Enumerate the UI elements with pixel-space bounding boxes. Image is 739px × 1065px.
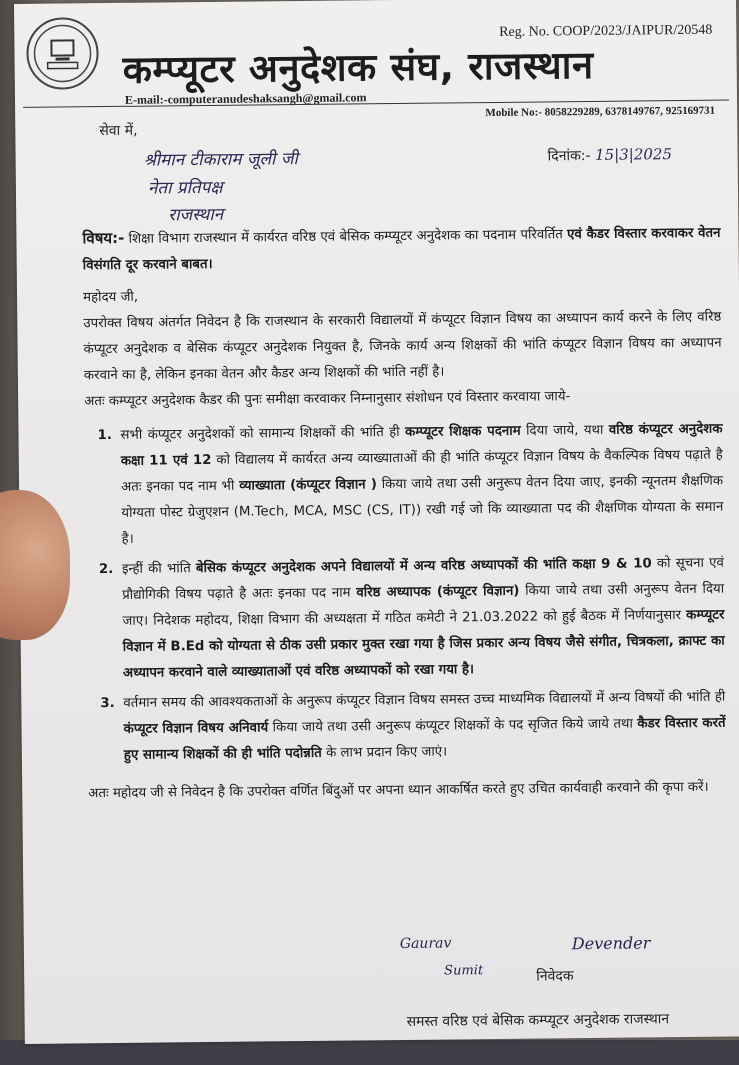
- signature-block: [24, 916, 739, 1044]
- background-fabric: [0, 1040, 739, 1065]
- greeting: महोदय जी,: [83, 289, 139, 306]
- date-line: [548, 145, 673, 165]
- signature-devender: Devender: [571, 933, 651, 954]
- nivedak-label: निवेदक: [536, 968, 574, 985]
- subject-line: [82, 219, 721, 280]
- association-logo-icon: [26, 17, 99, 90]
- list-item: 3. वर्तमान समय की आवश्यकताओं के अनुरूप कंप्यूटर विज्ञान विषय समस्त उच्च माध्यमिक विद्यालयों में अन्य विषयों की भांति ही कंप्यूटर विज्ञान विषय अनिवार्य किया जाये तथा उसी अनुरूप कंप्यूटर शिक्षकों के पद सृजित किये जाये तथा कैडर विस्तार करतें हुए सामान्य शिक्षकों की ही भांति पदोन्नति के लाभ प्रदान किए जाएं।: [119, 685, 726, 769]
- subject-text-bold: एवं कैडर विस्तार करवाकर वेतन विसंगति दूर करवाने बाबत।: [82, 225, 721, 274]
- email-address: E-mail:-computeranudeshaksangh@gmail.com: [124, 90, 367, 107]
- letter-paper: [14, 0, 739, 1044]
- registration-number: Reg. No. COOP/2023/JAIPUR/20548: [499, 22, 713, 40]
- date-label: दिनांक:-: [547, 147, 591, 165]
- salutation-to: सेवा में,: [99, 122, 138, 140]
- subject-text: शिक्षा विभाग राजस्थान में कार्यरत वरिष्ठ एवं बेसिक कम्प्यूटर अनुदेशक का पदनाम परिवर्तित: [128, 227, 563, 247]
- date-value: 15|3|2025: [594, 145, 673, 164]
- organization-name: कम्प्यूटर अनुदेशक संघ, राजस्थान: [122, 42, 594, 92]
- signature-sumit: Sumit: [444, 963, 484, 979]
- paragraph-intro: उपरोक्त विषय अंतर्गत निवेदन है कि राजस्थान के सरकारी विद्यालयों में कंप्यूटर विज्ञान विषय का अध्यापन कार्य करने के लिए वरिष्ठ कंप्यूटर अनुदेशक व बेसिक कंप्यूटर अनुदेशक नियुक्त है, जिनके कार्य अन्य शिक्षकों की भांति कंप्यूटर विज्ञान विषय का अध्यापन करवाने का है, लेकिन इनका वेतन और कैडर अन्य शिक्षकों की भांति नहीं है।: [83, 309, 722, 384]
- letter-body: [82, 219, 726, 808]
- signature-gaurav: Gaurav: [399, 935, 452, 953]
- demands-list: [84, 417, 726, 770]
- closing-paragraph: अतः महोदय जी से निवेदन है कि उपरोक्त वर्णित बिंदुओं पर अपना ध्यान आकर्षित करते हुए उचित कार्यवाही करवाने की कृपा करें।: [88, 779, 709, 802]
- subject-label: विषय:-: [82, 228, 125, 248]
- recipient-place: राजस्थान: [168, 204, 224, 226]
- list-item: 1. सभी कंप्यूटर अनुदेशकों को सामान्य शिक्षकों की भांति ही कम्प्यूटर शिक्षक पदनाम दिया जाये, यथा वरिष्ठ कंप्यूटर अनुदेशक कक्षा 11 एवं 12 को विद्यालय में कार्यरत अन्य व्याख्याताओं की ही भांति कंप्यूटर विज्ञान विषय के वैकल्पिक विषय पढ़ाते है अतः इनका पद नाम भी व्याख्याता (कंप्यूटर विज्ञान ) किया जाये तथा उसी अनुरूप वेतन दिया जाए, इनकी न्यूनतम शैक्षणिक योग्यता पोस्ट ग्रेजुएशन (M.Tech, MCA, MSC (CS, IT)) रखी गई जो कि व्याख्याता पद की शैक्षणिक योग्यता के समान है।: [116, 417, 723, 553]
- signed-by: समस्त वरिष्ठ एवं बेसिक कम्प्यूटर अनुदेशक राजस्थान: [406, 1011, 670, 1030]
- list-item: 2. इन्हीं की भांति बेसिक कंप्यूटर अनुदेशक अपने विद्यालयों में अन्य वरिष्ठ अध्यापकों की भांति कक्षा 9 & 10 को सूचना एवं प्रौद्योगिकी विषय पढ़ाते है अतः इनका पद नाम वरिष्ठ अध्यापक (कंप्यूटर विज्ञान) किया जाये तथा उसी अनुरूप वेतन दिया जाए। निदेशक महोदय, शिक्षा विभाग की अध्यक्षता में गठित कमेटी ने 21.03.2022 को हुई बैठक में निर्णयानुसार कम्प्यूटर विज्ञान में B.Ed को योग्यता से ठीक उसी प्रकार मुक्त रखा गया है जिस प्रकार अन्य विषय जैसे संगीत, चित्रकला, क्राफ्ट का अध्यापन करवाने वाले व्याख्याताओं एवं वरिष्ठ अध्यापकों को रखा गया है।: [118, 551, 725, 687]
- paragraph-request: अतः कम्प्यूटर अनुदेशक कैडर की पुनः समीक्षा करवाकर निम्नानुसार संशोधन एवं विस्तार करवाया जाये-: [84, 389, 571, 410]
- recipient-title: नेता प्रतिपक्ष: [147, 177, 223, 199]
- mobile-numbers: Mobile No:- 8058229289, 6378149767, 925169731: [485, 104, 716, 120]
- recipient-name: श्रीमान टीकाराम जूली जी: [143, 149, 298, 171]
